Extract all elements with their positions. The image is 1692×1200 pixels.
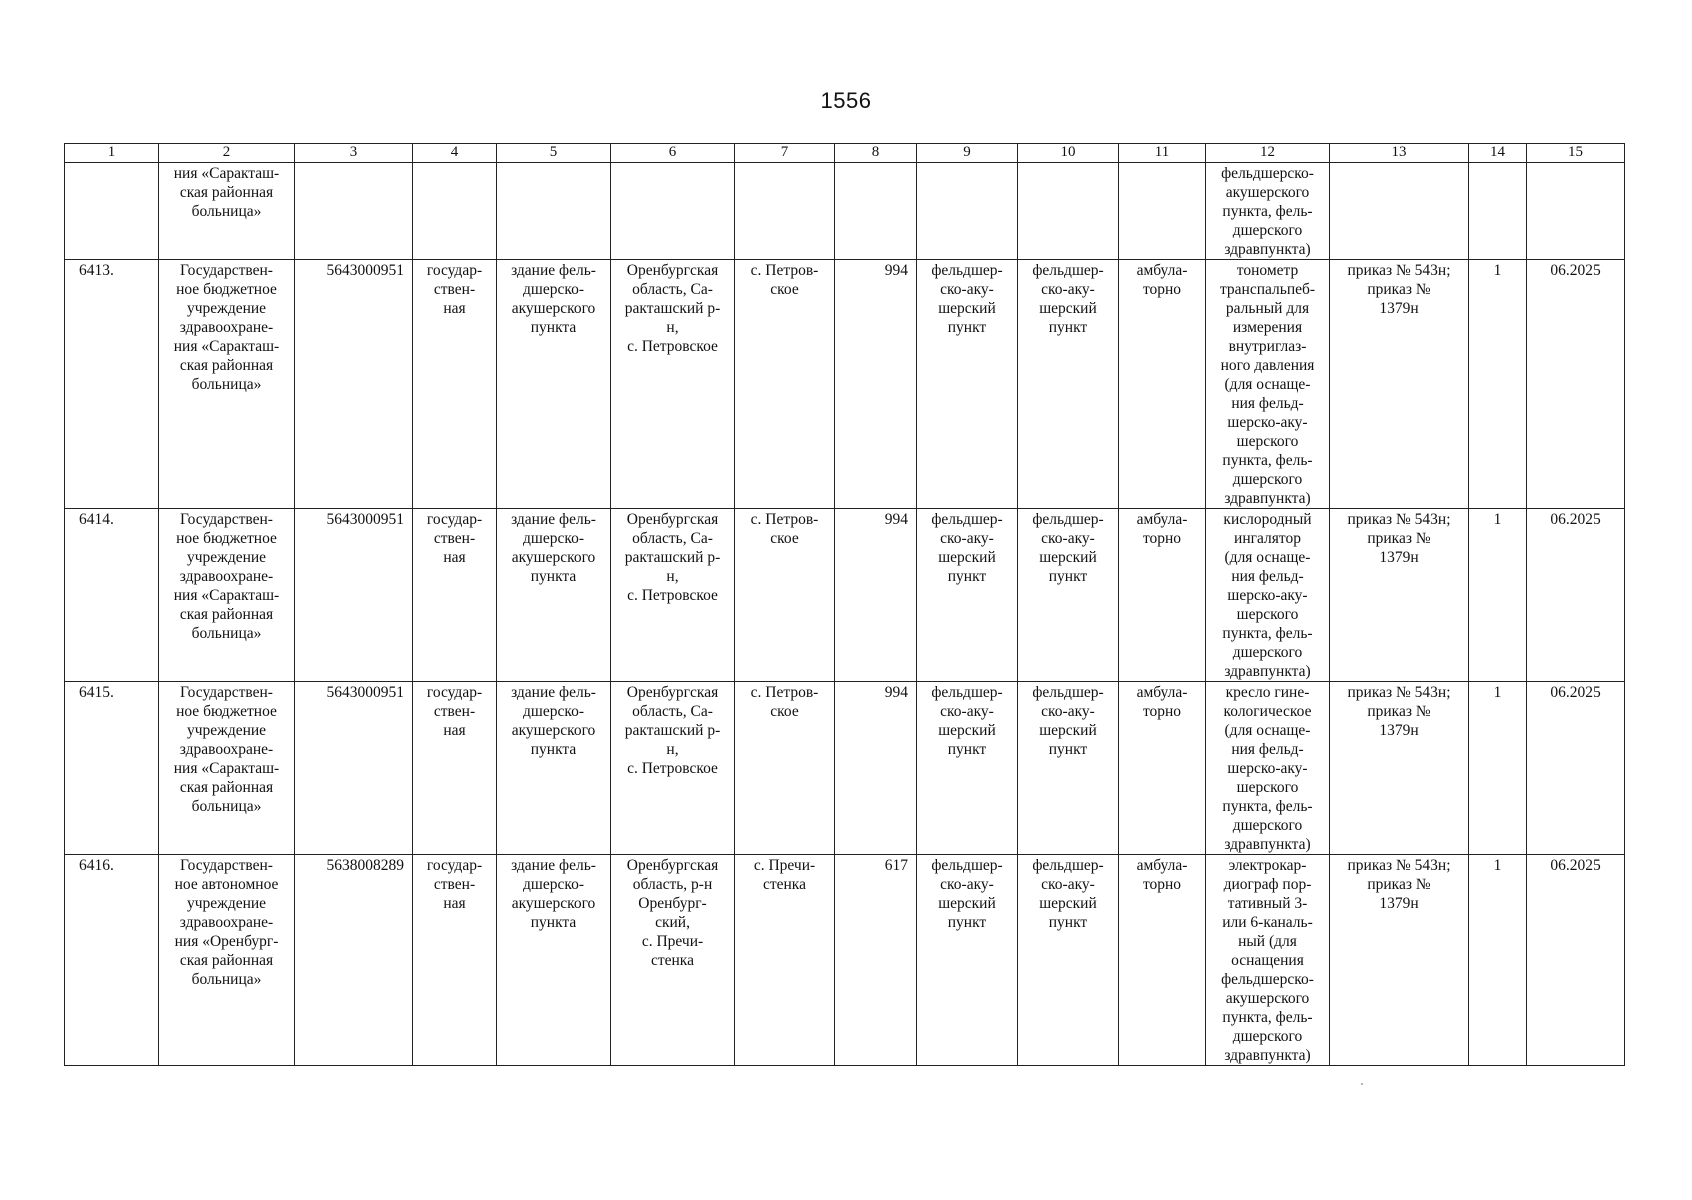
table-cell-col-8: 994 [835,509,917,682]
column-number-7: 7 [735,144,835,163]
table-cell-col-9: фельдшер- ско-аку- шерский пункт [917,855,1018,1066]
table-cell-col-5: здание фель- дшерско- акушерского пункта [497,509,611,682]
table-row [65,855,1625,1066]
registry-table [64,143,1625,1066]
table-cell-col-13: приказ № 543н; приказ № 1379н [1330,260,1469,509]
table-cell-col-3: 5643000951 [295,509,413,682]
table-cell-col-7: с. Пречи- стенка [735,855,835,1066]
table-row [65,509,1625,682]
table-cell-col-7: с. Петров- ское [735,682,835,855]
table-cell-col-6: Оренбургская область, р-н Оренбург- ский, с. Пречи- стенка [611,855,735,1066]
table-cell-col-9: фельдшер- ско-аку- шерский пункт [917,509,1018,682]
table-row [65,163,1625,260]
table-cell-col-2: Государствен- ное бюджетное учреждение здравоохране- ния «Саракташ- ская районная больница» [159,509,295,682]
table-cell-col-1 [65,163,159,260]
table-cell-col-11: амбула- торно [1119,682,1206,855]
column-number-6: 6 [611,144,735,163]
table-cell-col-7: с. Петров- ское [735,509,835,682]
table-cell-col-3: 5638008289 [295,855,413,1066]
table-cell-col-1: 6413. [65,260,159,509]
table-cell-col-3: 5643000951 [295,682,413,855]
table-cell-col-6: Оренбургская область, Са- ракташский р- н, с. Петровское [611,509,735,682]
table-cell-col-10: фельдшер- ско-аку- шерский пункт [1018,509,1119,682]
table-cell-col-5: здание фель- дшерско- акушерского пункта [497,682,611,855]
table-cell-col-10 [1018,163,1119,260]
table-cell-col-4: государ- ствен- ная [413,682,497,855]
table-cell-col-1: 6416. [65,855,159,1066]
table-cell-col-1: 6414. [65,509,159,682]
table-cell-col-11 [1119,163,1206,260]
table-cell-col-11: амбула- торно [1119,509,1206,682]
table-cell-col-12: электрокар- диограф пор- тативный 3- или 6-каналь- ный (для оснащения фельдшерско- акушерского пункта, фель- дшерского здравпункта) [1206,855,1330,1066]
table-cell-col-13: приказ № 543н; приказ № 1379н [1330,855,1469,1066]
column-number-9: 9 [917,144,1018,163]
column-number-header-row [65,144,1625,163]
column-number-1: 1 [65,144,159,163]
column-number-11: 11 [1119,144,1206,163]
table-cell-col-15: 06.2025 [1527,509,1625,682]
table-cell-col-4: государ- ствен- ная [413,509,497,682]
table-cell-col-7: с. Петров- ское [735,260,835,509]
table-cell-col-13 [1330,163,1469,260]
table-cell-col-11: амбула- торно [1119,855,1206,1066]
table-cell-col-12: кресло гине- кологическое (для оснаще- ния фельд- шерско-аку- шерского пункта, фель- дшерского здравпункта) [1206,682,1330,855]
table-cell-col-12: фельдшерско- акушерского пункта, фель- дшерского здравпункта) [1206,163,1330,260]
table-cell-col-6 [611,163,735,260]
table-cell-col-9: фельдшер- ско-аку- шерский пункт [917,260,1018,509]
column-number-2: 2 [159,144,295,163]
table-cell-col-5: здание фель- дшерско- акушерского пункта [497,855,611,1066]
table-cell-col-8: 994 [835,260,917,509]
table-cell-col-12: тонометр транспальпеб- ральный для измерения внутриглаз- ного давления (для оснаще- ния фельд- шерско-аку- шерского пункта, фель- дшерского здравпункта) [1206,260,1330,509]
table-cell-col-15: 06.2025 [1527,855,1625,1066]
table-cell-col-1: 6415. [65,682,159,855]
table-cell-col-10: фельдшер- ско-аку- шерский пункт [1018,855,1119,1066]
scan-speck [1361,1083,1363,1085]
table-cell-col-10: фельдшер- ско-аку- шерский пункт [1018,260,1119,509]
table-cell-col-14 [1469,163,1527,260]
column-number-13: 13 [1330,144,1469,163]
table-cell-col-14: 1 [1469,260,1527,509]
table-cell-col-2: ния «Саракташ- ская районная больница» [159,163,295,260]
column-number-8: 8 [835,144,917,163]
table-cell-col-9 [917,163,1018,260]
column-number-5: 5 [497,144,611,163]
table-cell-col-13: приказ № 543н; приказ № 1379н [1330,682,1469,855]
table-cell-col-9: фельдшер- ско-аку- шерский пункт [917,682,1018,855]
column-number-14: 14 [1469,144,1527,163]
table-cell-col-3 [295,163,413,260]
table-cell-col-6: Оренбургская область, Са- ракташский р- н, с. Петровское [611,682,735,855]
table-cell-col-15: 06.2025 [1527,682,1625,855]
table-cell-col-15 [1527,163,1625,260]
column-number-10: 10 [1018,144,1119,163]
table-cell-col-8 [835,163,917,260]
table-cell-col-5: здание фель- дшерско- акушерского пункта [497,260,611,509]
table-cell-col-3: 5643000951 [295,260,413,509]
table-cell-col-4: государ- ствен- ная [413,855,497,1066]
table-cell-col-11: амбула- торно [1119,260,1206,509]
table-cell-col-4: государ- ствен- ная [413,260,497,509]
table-cell-col-8: 617 [835,855,917,1066]
table-cell-col-5 [497,163,611,260]
table-cell-col-13: приказ № 543н; приказ № 1379н [1330,509,1469,682]
column-number-4: 4 [413,144,497,163]
column-number-3: 3 [295,144,413,163]
table-cell-col-7 [735,163,835,260]
table-cell-col-10: фельдшер- ско-аку- шерский пункт [1018,682,1119,855]
table-cell-col-2: Государствен- ное бюджетное учреждение здравоохране- ния «Саракташ- ская районная больница» [159,682,295,855]
table-cell-col-4 [413,163,497,260]
page-number: 1556 [820,88,872,113]
table-cell-col-15: 06.2025 [1527,260,1625,509]
column-number-15: 15 [1527,144,1625,163]
table-cell-col-2: Государствен- ное бюджетное учреждение здравоохране- ния «Саракташ- ская районная больница» [159,260,295,509]
table-cell-col-14: 1 [1469,682,1527,855]
table-cell-col-12: кислородный ингалятор (для оснаще- ния фельд- шерско-аку- шерского пункта, фель- дшерского здравпункта) [1206,509,1330,682]
table-row [65,682,1625,855]
table-cell-col-8: 994 [835,682,917,855]
table-cell-col-6: Оренбургская область, Са- ракташский р- н, с. Петровское [611,260,735,509]
column-number-12: 12 [1206,144,1330,163]
table-cell-col-14: 1 [1469,855,1527,1066]
table-cell-col-2: Государствен- ное автономное учреждение здравоохране- ния «Оренбург- ская районная больница» [159,855,295,1066]
table-row [65,260,1625,509]
table-cell-col-14: 1 [1469,509,1527,682]
